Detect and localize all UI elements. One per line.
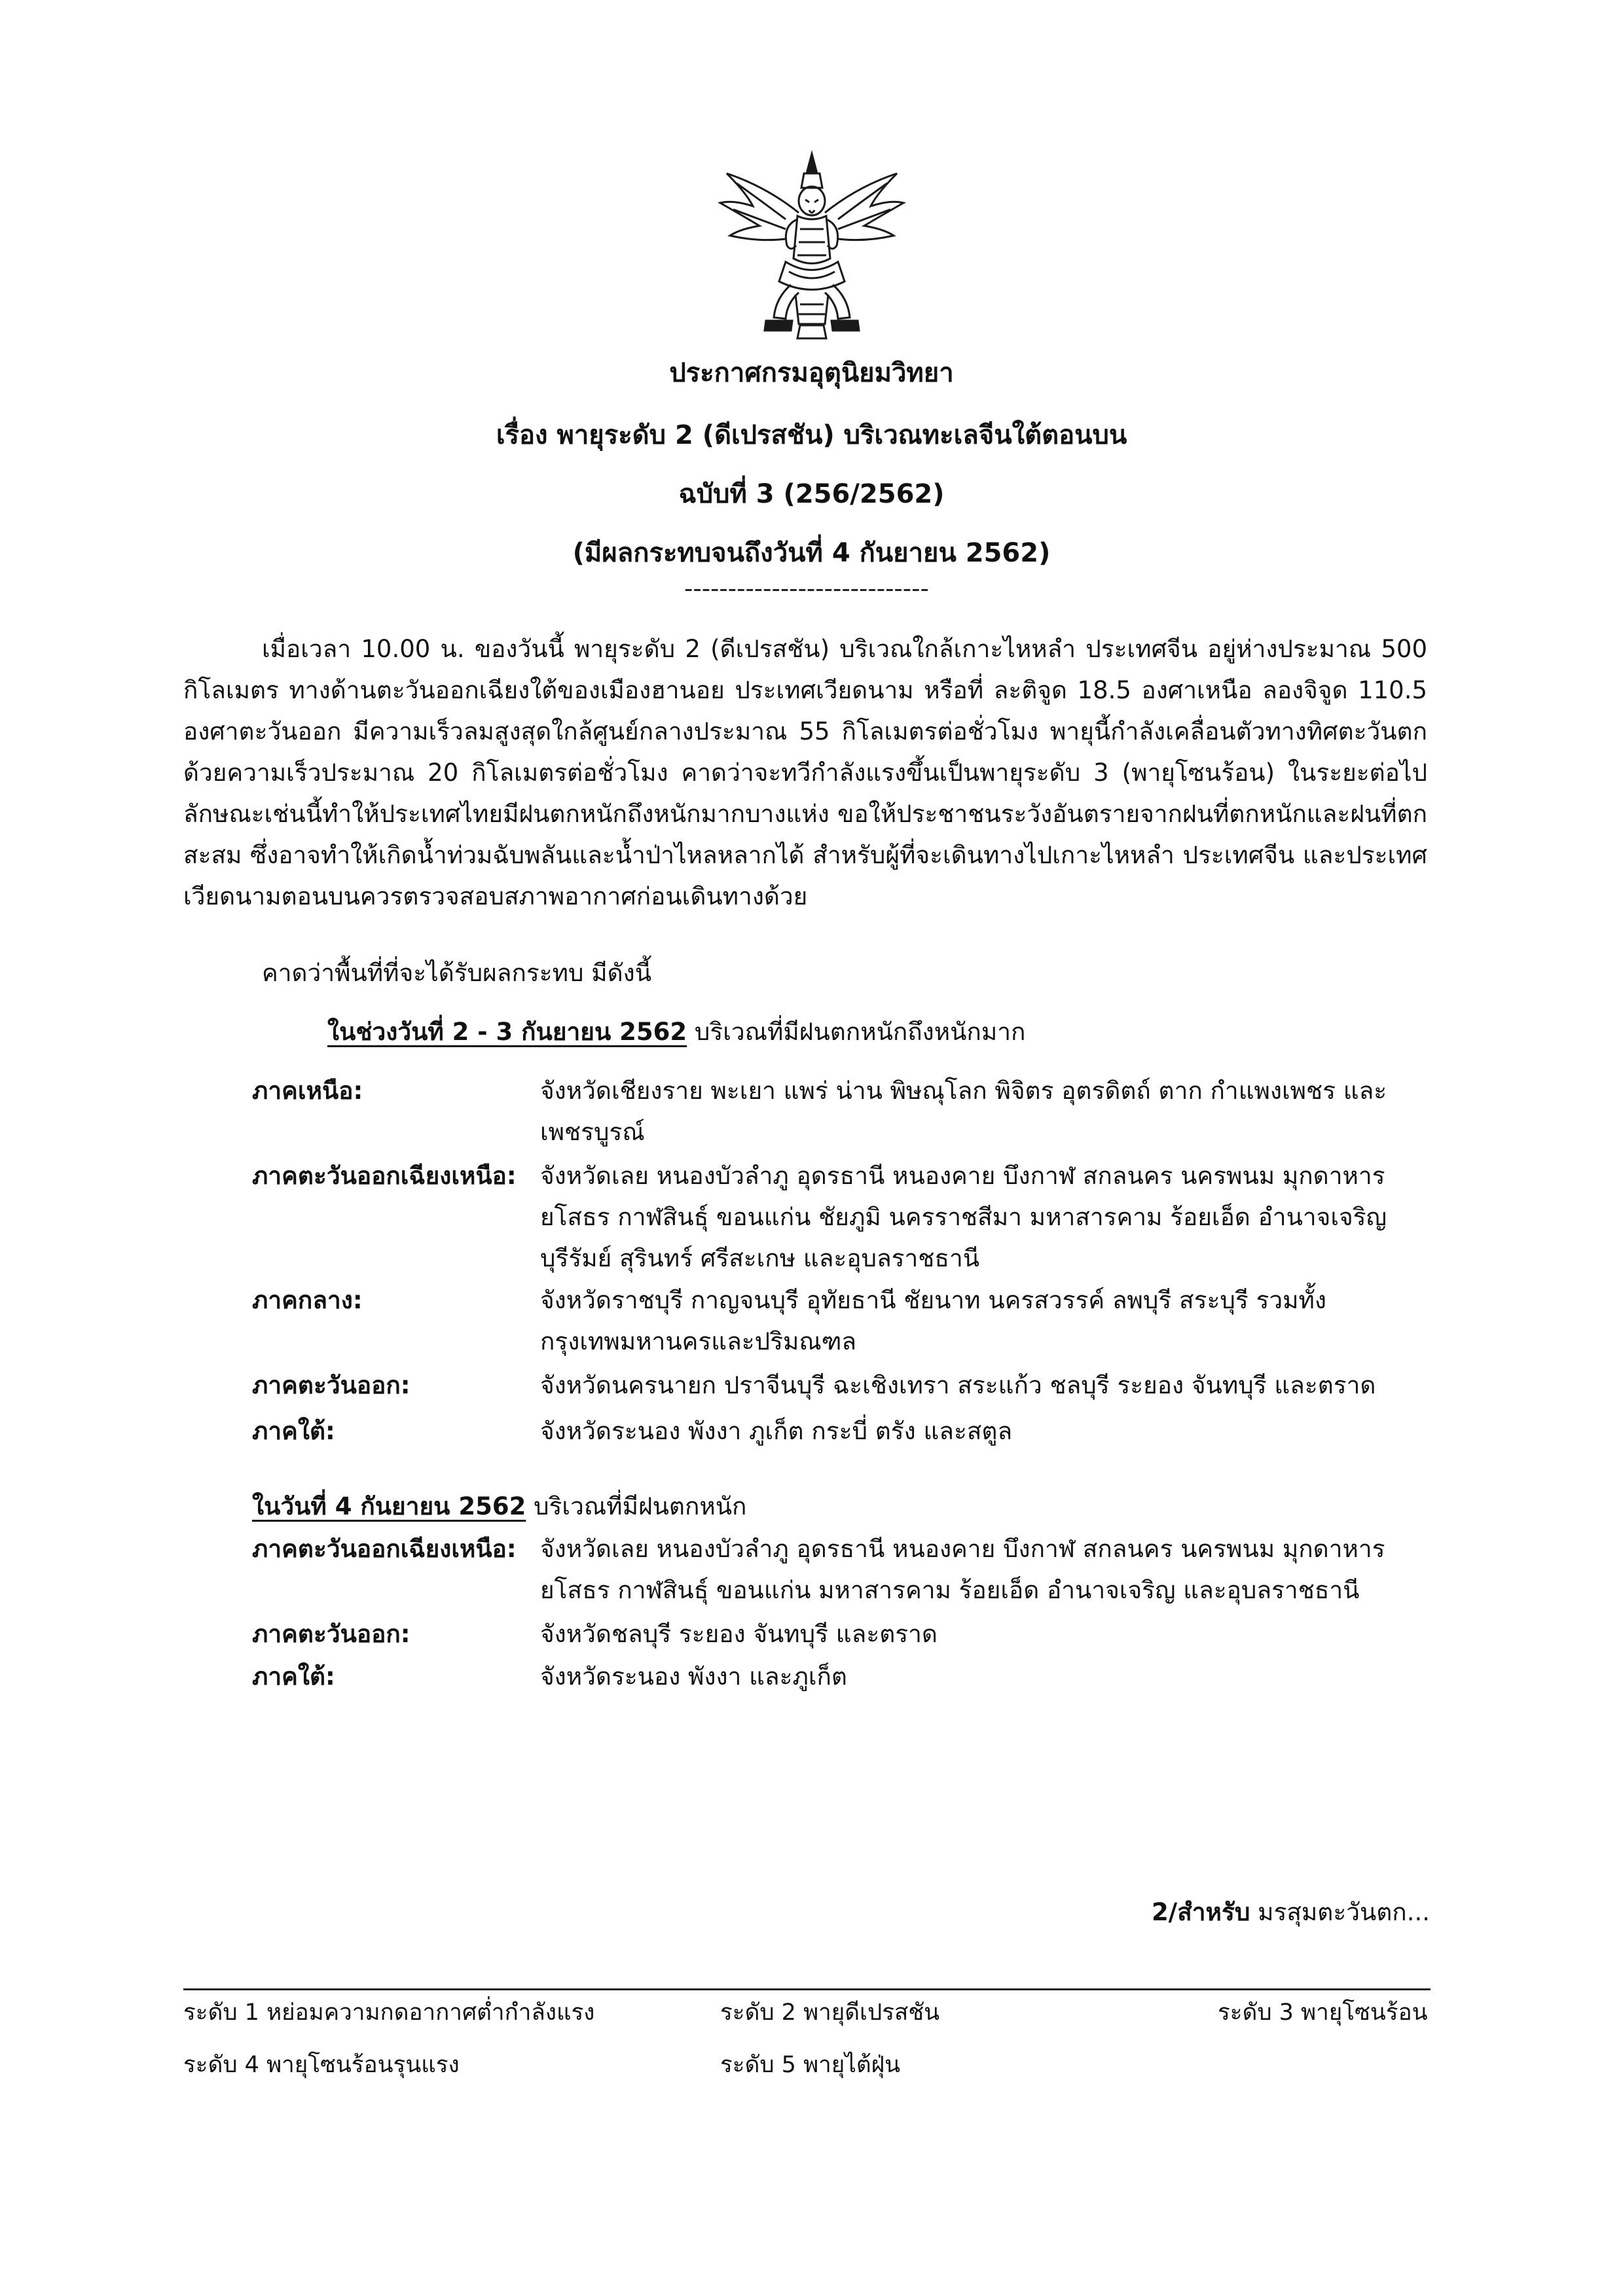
legend-level-2: ระดับ 2 พายุดีเปรสชัน (720, 2000, 940, 2026)
legend-level-1: ระดับ 1 หย่อมความกดอากาศต่ำกำลังแรง (183, 2000, 595, 2026)
region-label: ภาคตะวันออกเฉียงเหนือ: (252, 1162, 517, 1190)
section-heading (252, 1486, 746, 1527)
continuation-note (1152, 1892, 1430, 1933)
region-provinces: จังหวัดเชียงราย พะเยา แพร่ น่าน พิษณุโลก พิจิตร อุตรดิตถ์ ตาก กำแพงเพชร และเพชรบูรณ์ (540, 1077, 1387, 1146)
subject-line: เรื่อง พายุระดับ 2 (ดีเปรสชัน) บริเวณทะเลจีนใต้ตอนบน (496, 420, 1127, 450)
region-provinces: จังหวัดเลย หนองบัวลำภู อุดรธานี หนองคาย บึงกาฬ สกลนคร นครพนม มุกดาหาร ยโสธร กาฬสินธุ์ ขอนแก่น ชัยภูมิ นครราชสีมา มหาสารคาม ร้อยเอ็ด อำนาจเจริญ บุรีรัมย์ สุรินทร์ ศรีสะเกษ และอุบลราชธานี (540, 1162, 1387, 1272)
footer-divider (183, 1988, 1431, 1990)
region-label: ภาคตะวันออกเฉียงเหนือ: (252, 1535, 517, 1563)
region-label: ภาคใต้: (252, 1662, 335, 1691)
region-provinces: จังหวัดระนอง พังงา ภูเก็ต กระบี่ ตรัง และสตูล (540, 1417, 1013, 1445)
region-provinces: จังหวัดนครนายก ปราจีนบุรี ฉะเชิงเทรา สระแก้ว ชลบุรี ระยอง จันทบุรี และตราด (540, 1371, 1376, 1399)
region-label: ภาคตะวันออก: (252, 1620, 410, 1648)
region-provinces: จังหวัดระนอง พังงา และภูเก็ต (540, 1662, 847, 1691)
effective-date: (มีผลกระทบจนถึงวันที่ 4 กันยายน 2562) (572, 538, 1051, 568)
region-label: ภาคเหนือ: (252, 1077, 363, 1105)
section-desc: บริเวณที่มีฝนตกหนักถึงหนักมาก (687, 1018, 1026, 1046)
legend-level-3: ระดับ 3 พายุโซนร้อน (1218, 2000, 1428, 2026)
legend-level-4: ระดับ 4 พายุโซนร้อนรุนแรง (183, 2052, 460, 2078)
section-date: ในช่วงวันที่ 2 - 3 กันยายน 2562 (327, 1018, 687, 1046)
continuation-bold: 2/สำหรับ (1151, 1898, 1250, 1926)
section-desc: บริเวณที่มีฝนตกหนัก (526, 1492, 747, 1520)
legend-level-5: ระดับ 5 พายุไต้ฝุ่น (720, 2052, 901, 2078)
region-provinces: จังหวัดชลบุรี ระยอง จันทบุรี และตราด (540, 1620, 938, 1648)
region-label: ภาคตะวันออก: (252, 1371, 410, 1399)
main-paragraph: เมื่อเวลา 10.00 น. ของวันนี้ พายุระดับ 2 (ดีเปรสชัน) บริเวณใกล้เกาะไหหลำ ประเทศจีน อยู่ห่างประมาณ 500 กิโลเมตร ทางด้านตะวันออกเฉียงใต้ของเมืองฮานอย ประเทศเวียดนาม หรือที่ ละติจูด 18.5 องศาเหนือ ลองจิจูด 110.5 องศาตะวันออก มีความเร็วลมสูงสุดใกล้ศูนย์กลางประมาณ 55 กิโลเมตรต่อชั่วโมง พายุนี้กำลังเคลื่อนตัวทางทิศตะวันตก ด้วยความเร็วประมาณ 20 กิโลเมตรต่อชั่วโมง คาดว่าจะทวีกำลังแรงขึ้นเป็นพายุระดับ 3 (พายุโซนร้อน) ในระยะต่อไป ลักษณะเช่นนี้ทำให้ประเทศไทยมีฝนตกหนักถึงหนักมากบางแห่ง ขอให้ประชาชนระวังอันตรายจากฝนที่ตกหนักและฝนที่ตกสะสม ซึ่งอาจทำให้เกิดน้ำท่วมฉับพลันและน้ำป่าไหลหลากได้ สำหรับผู้ที่จะเดินทางไปเกาะไหหลำ ประเทศจีน และประเทศเวียดนามตอนบนควรตรวจสอบสภาพอากาศก่อนเดินทางด้วย (183, 635, 1427, 910)
title-divider-text: ---------------------------- (684, 575, 929, 603)
region-label: ภาคกลาง: (252, 1286, 363, 1314)
continuation-rest: มรสุมตะวันตก... (1250, 1898, 1430, 1926)
region-label: ภาคใต้: (252, 1417, 335, 1445)
page-title: ประกาศกรมอุตุนิยมวิทยา (669, 358, 954, 388)
garuda-emblem-icon (714, 147, 910, 344)
intro-line: คาดว่าพื้นที่ที่จะได้รับผลกระทบ มีดังนี้ (262, 959, 652, 987)
section-heading (327, 1011, 1025, 1052)
issue-number: ฉบับที่ 3 (256/2562) (678, 479, 945, 509)
region-provinces: จังหวัดเลย หนองบัวลำภู อุดรธานี หนองคาย บึงกาฬ สกลนคร นครพนม มุกดาหาร ยโสธร กาฬสินธุ์ ขอนแก่น มหาสารคาม ร้อยเอ็ด อำนาจเจริญ และอุบลราชธานี (540, 1535, 1385, 1604)
region-provinces: จังหวัดราชบุรี กาญจนบุรี อุทัยธานี ชัยนาท นครสวรรค์ ลพบุรี สระบุรี รวมทั้งกรุงเทพมหานครและปริมณฑล (540, 1286, 1327, 1355)
section-date: ในวันที่ 4 กันยายน 2562 (252, 1492, 526, 1520)
